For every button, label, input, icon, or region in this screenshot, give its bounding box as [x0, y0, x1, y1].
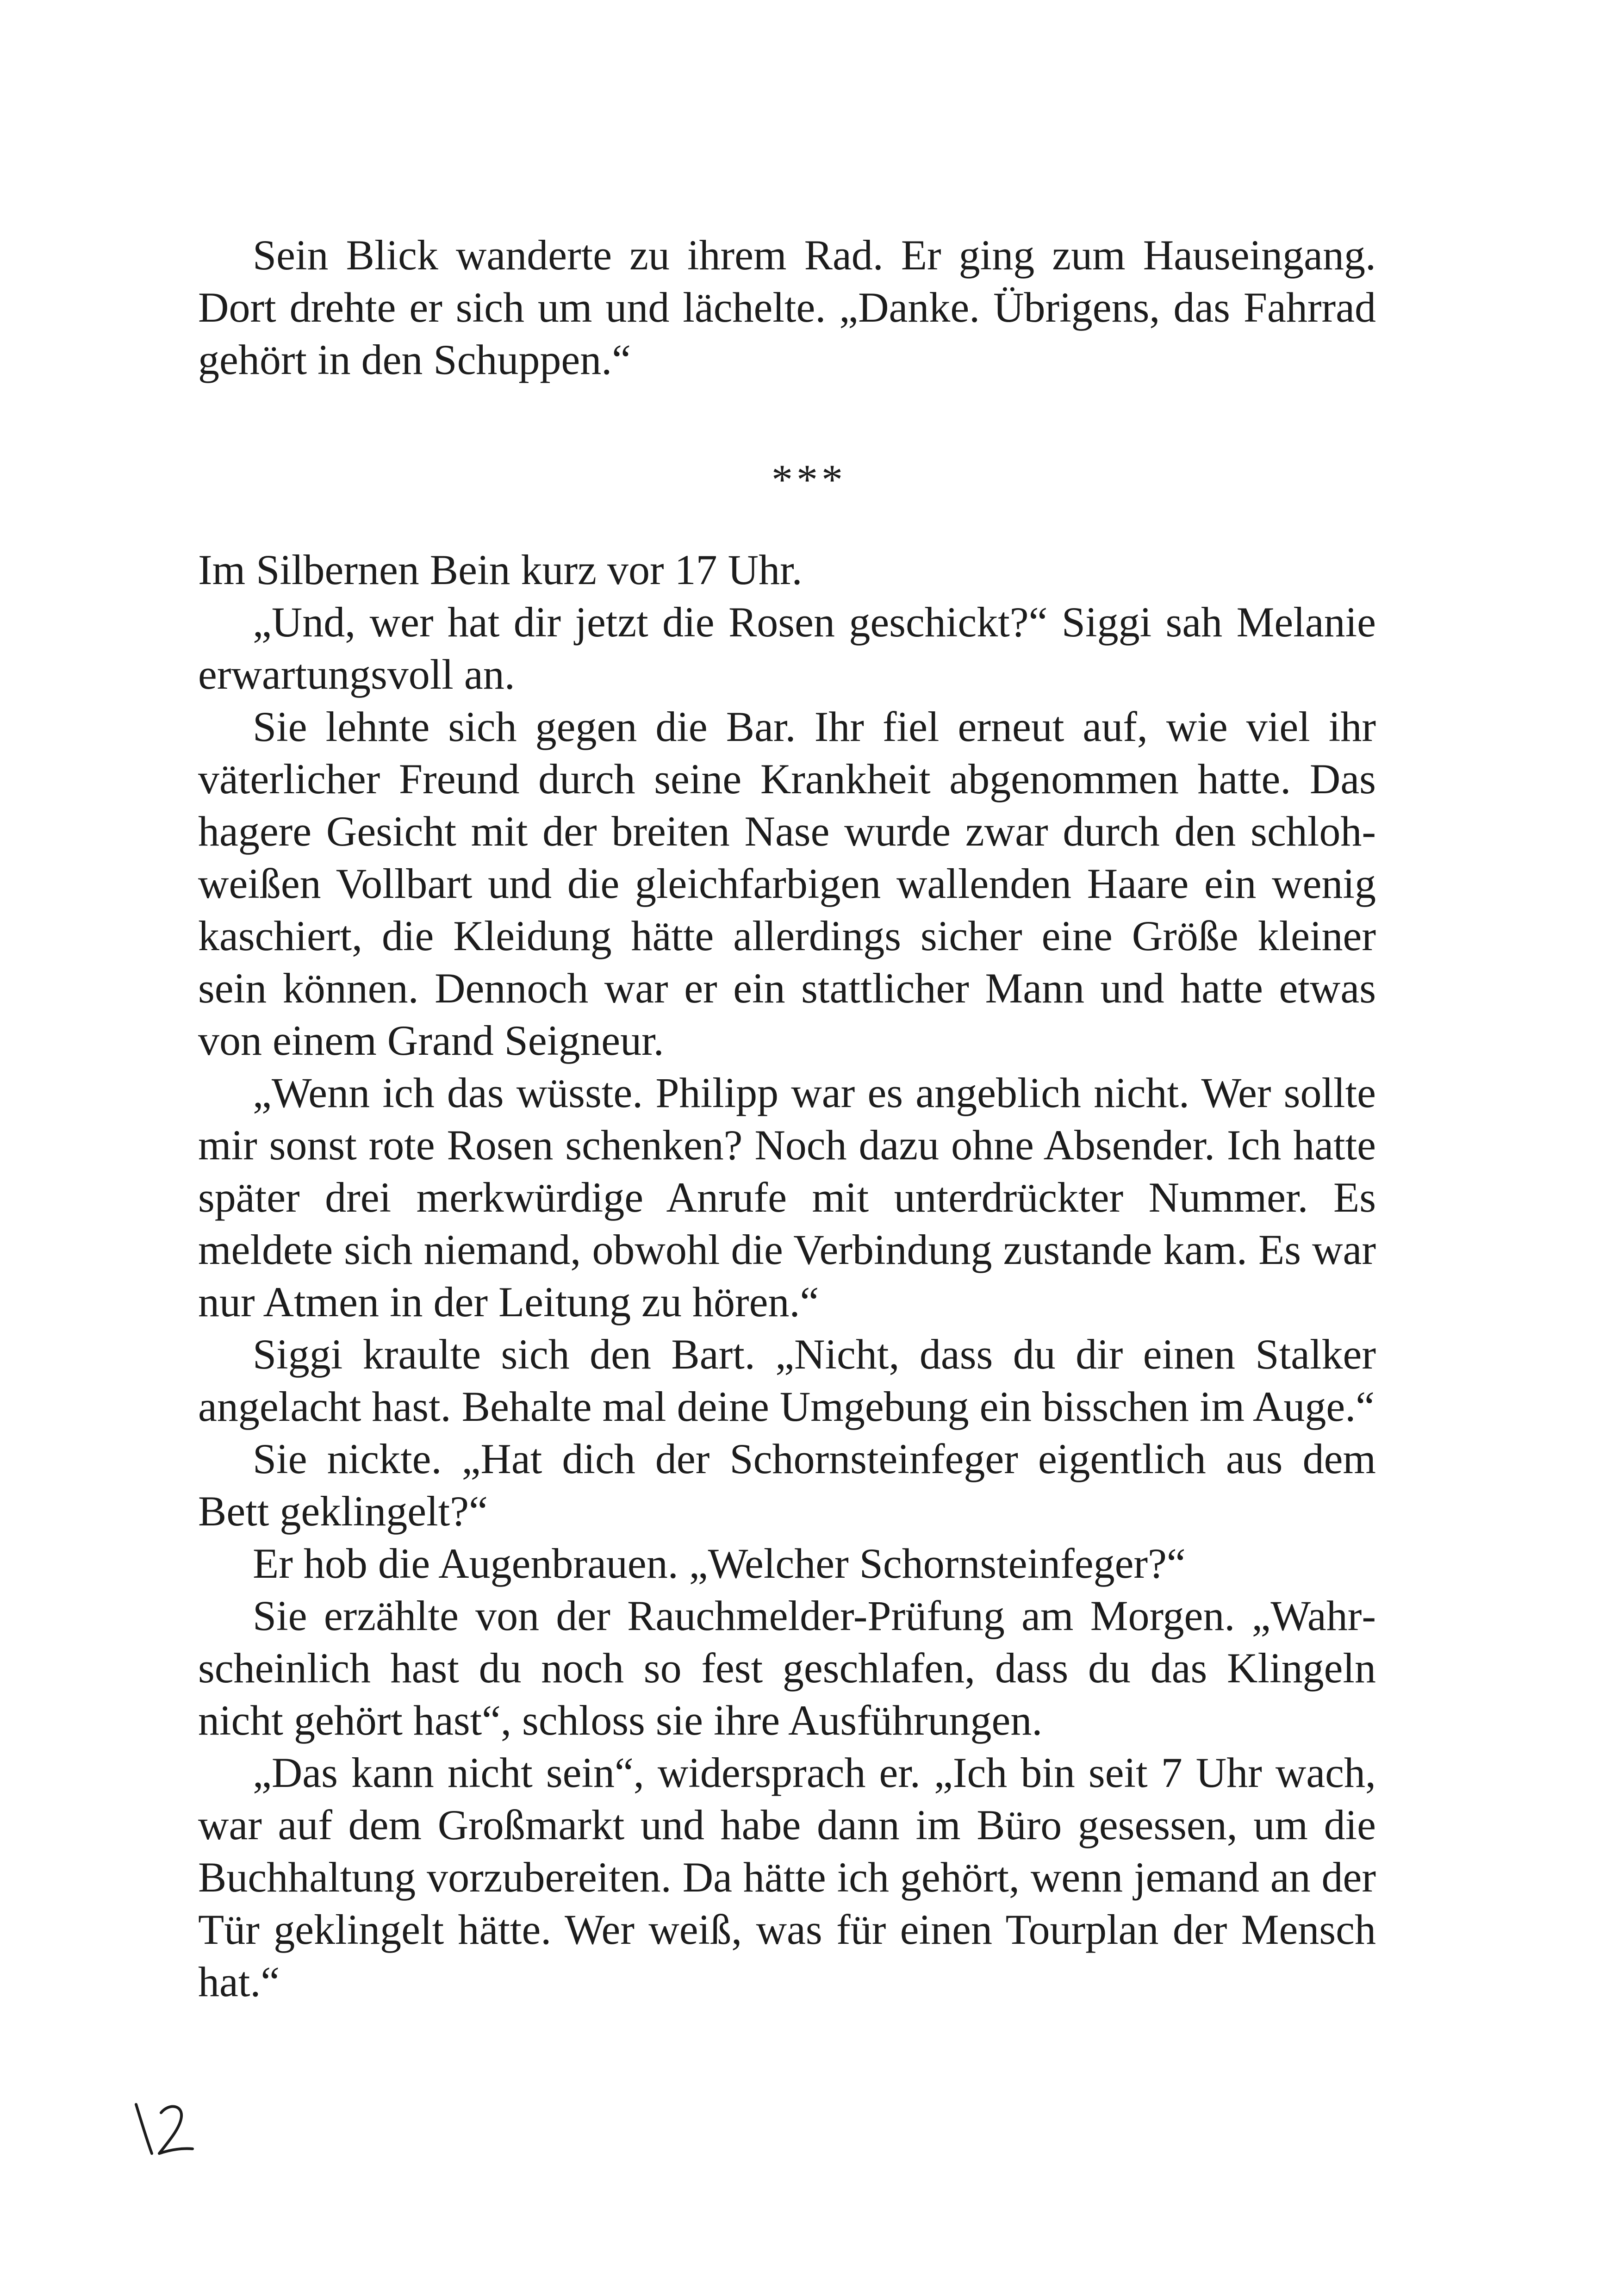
paragraph: Siggi kraulte sich den Bart. „Nicht, dass du dir einen Stalker angelacht hast. Behalte mal deine Umgebung ein bisschen im Auge.“: [198, 1331, 1376, 1430]
paragraph: Er hob die Augenbrauen. „Welcher Schornsteinfeger?“: [253, 1540, 1186, 1587]
paragraph: Sein Blick wanderte zu ihrem Rad. Er ging zum Hauseingang. Dort drehte er sich um und lächelte. „Danke. Übrigens, das Fahrrad gehört in den Schuppen.“: [198, 231, 1376, 383]
paragraph: „Und, wer hat dir jetzt die Rosen geschickt?“ Siggi sah Melanie erwartungsvoll an.: [198, 598, 1376, 698]
section-one: [198, 229, 1376, 386]
scene-break: ***: [772, 456, 846, 503]
section-two: [198, 544, 1376, 2008]
paragraph: „Wenn ich das wüsste. Philipp war es angeblich nicht. Wer sollte mir sonst rote Rosen schenken? Noch dazu ohne Absender. Ich hatte später drei merkwürdige Anrufe mit unterdrückter Nummer. Es meldete sich niemand, obwohl die Verbindung zustande kam. Es war nur Atmen in der Leitung zu hören.“: [198, 1069, 1376, 1325]
page-number: [130, 2094, 199, 2164]
paragraph: Im Silbernen Bein kurz vor 17 Uhr.: [198, 546, 803, 593]
paragraph: Sie lehnte sich gegen die Bar. Ihr fiel erneut auf, wie viel ihr väterlicher Freund durch seine Krankheit abgenommen hatte. Das hagere Gesicht mit der breiten Nase wurde zwar durch den schlohweißen Vollbart und die gleichfarbigen wallenden Haare ein wenig kaschiert, die Kleidung hätte allerdings sicher eine Größe kleiner sein können. Dennoch war er ein stattlicher Mann und hatte etwas von einem Grand Seigneur.: [198, 703, 1376, 1064]
paragraph: Sie erzählte von der Rauchmelder-Prüfung am Morgen. „Wahrscheinlich hast du noch so fest geschlafen, dass du das Klingeln nicht gehört hast“, schloss sie ihre Ausführungen.: [198, 1592, 1376, 1744]
paragraph: „Das kann nicht sein“, widersprach er. „Ich bin seit 7 Uhr wach, war auf dem Großmarkt und habe dann im Büro gesessen, um die Buchhaltung vorzubereiten. Da hätte ich gehört, wenn jemand an der Tür geklingelt hätte. Wer weiß, was für einen Tourplan der Mensch hat.“: [198, 1749, 1376, 2005]
paragraph: Sie nickte. „Hat dich der Schornsteinfeger eigentlich aus dem Bett geklingelt?“: [198, 1435, 1376, 1535]
